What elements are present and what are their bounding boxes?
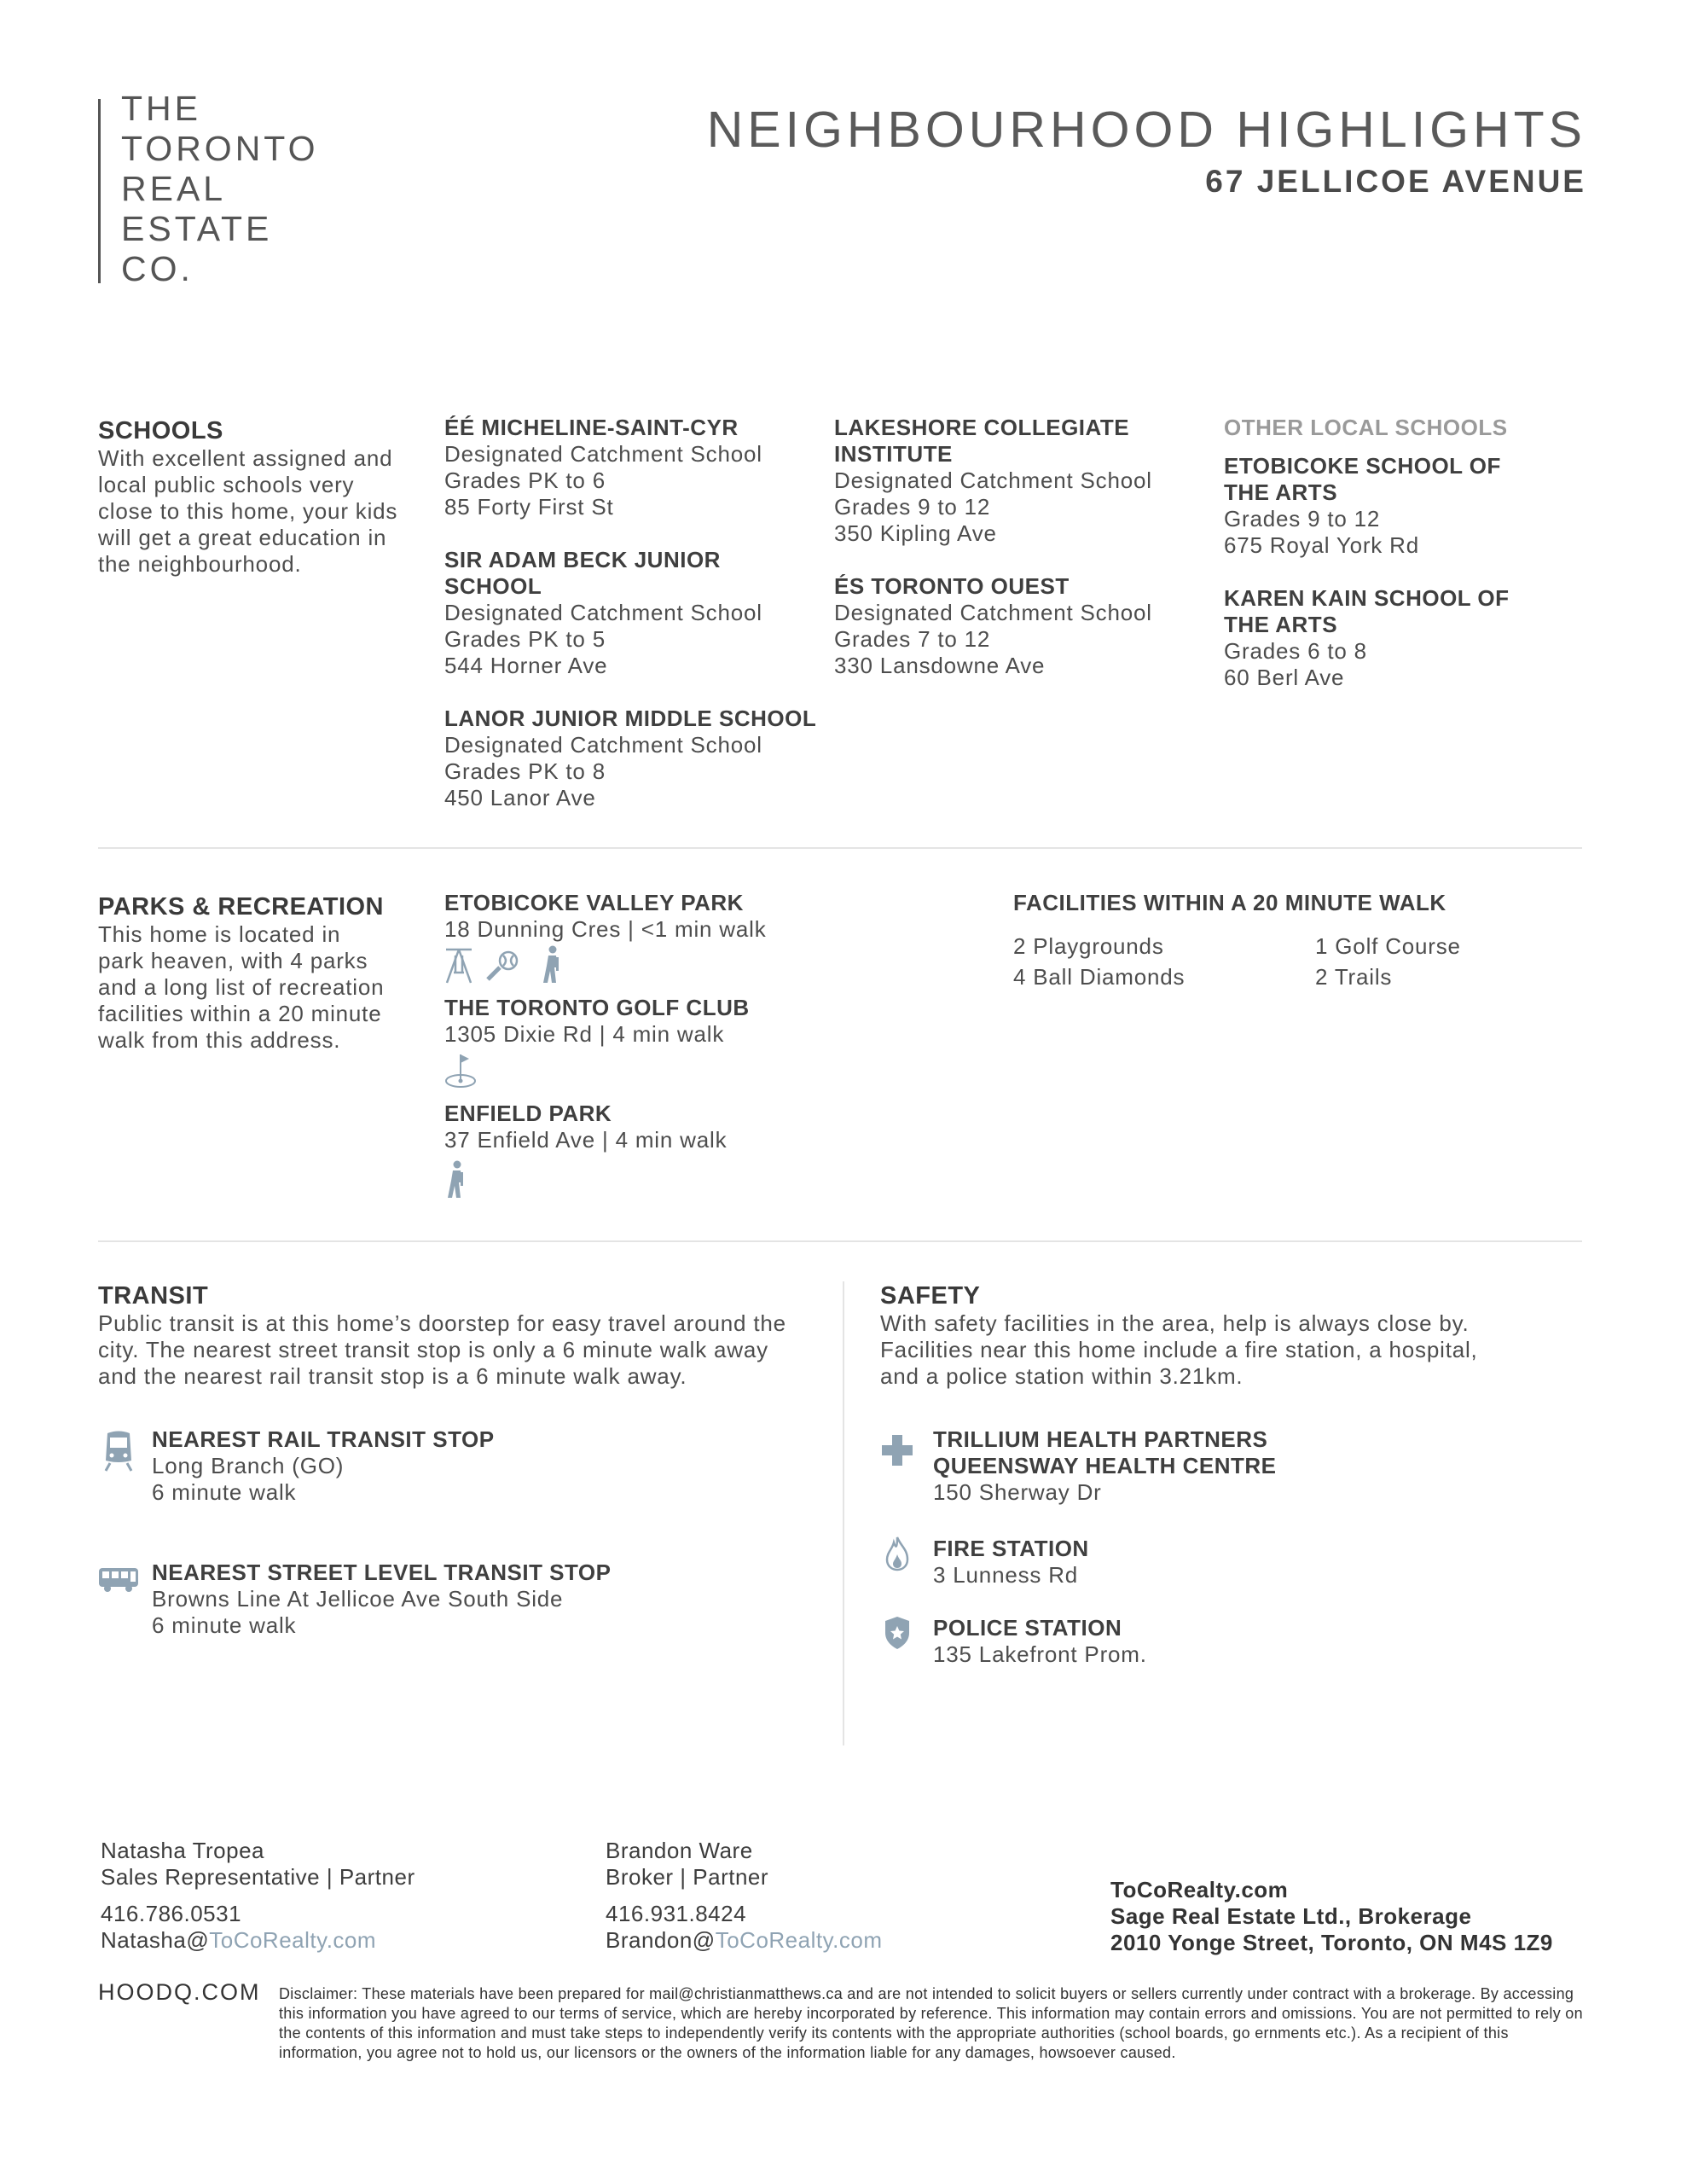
property-address: 67 JELLICOE AVENUE [1205,164,1586,199]
school-detail: 60 Berl Ave [1224,665,1345,690]
rail-stop-heading: NEAREST RAIL TRANSIT STOP [152,1426,495,1452]
fire-icon [885,1536,909,1571]
school-detail: 544 Horner Ave [444,653,608,678]
other-schools-heading: OTHER LOCAL SCHOOLS [1224,415,1508,440]
vertical-divider [843,1281,844,1745]
logo-line: ESTATE [121,209,273,248]
school-entry [834,573,1192,679]
school-entry [1224,585,1582,691]
brokerage-address: 2010 Yonge Street, Toronto, ON M4S 1Z9 [1110,1930,1553,1955]
school-entry [444,415,820,520]
parks-intro-line: park heaven, with 4 parks [98,948,368,973]
transit-intro-line: and the nearest rail transit stop is a 6 minute walk away. [98,1363,687,1389]
agent-name: Brandon Ware [606,1838,753,1863]
agent-title: Sales Representative | Partner [101,1864,415,1890]
school-detail: Designated Catchment School [834,468,1152,493]
hoodq-link[interactable]: HOODQ.COM [98,1979,261,2005]
logo-bar [98,99,101,283]
agent-2-block [606,1838,883,1954]
transit-intro-line: city. The nearest street transit stop is only a 6 minute walk away [98,1337,768,1362]
email-user: Natasha@ [101,1927,210,1953]
logo-line: TORONTO [121,129,319,168]
divider [98,847,1582,849]
logo-line: REAL [121,169,227,208]
safety-heading: SAFETY [880,1282,981,1310]
police-shield-icon [884,1616,911,1650]
facilities-block [1013,890,1593,916]
email-domain: ToCoRealty.com [715,1927,883,1953]
agent-title: Broker | Partner [606,1864,769,1890]
parks-heading: PARKS & RECREATION [98,893,384,921]
parks-intro-line: walk from this address. [98,1027,341,1053]
safety-intro-line: With safety facilities in the area, help is always close by. [880,1310,1470,1336]
email-user: Brandon@ [606,1927,716,1953]
school-entry [444,547,820,679]
park-name: THE TORONTO GOLF CLUB [444,995,750,1020]
schools-intro-line: local public schools very [98,472,355,497]
police-station-address: 135 Lakefront Prom. [933,1641,1147,1667]
street-stop-block [152,1560,800,1639]
police-station-block [933,1615,1581,1668]
playground-icon [443,947,474,985]
park-name: ENFIELD PARK [444,1101,612,1126]
park-entry [444,1101,922,1153]
school-detail: Grades PK to 5 [444,626,606,652]
school-detail: Grades 9 to 12 [1224,506,1381,531]
park-name: ETOBICOKE VALLEY PARK [444,890,744,915]
school-detail: Grades 6 to 8 [1224,638,1367,664]
brokerage-name: Sage Real Estate Ltd., Brokerage [1110,1903,1472,1929]
street-stop-heading: NEAREST STREET LEVEL TRANSIT STOP [152,1560,612,1585]
street-stop-detail: Browns Line At Jellicoe Ave South Side [152,1586,564,1612]
school-detail: 350 Kipling Ave [834,520,997,546]
transit-intro-line: Public transit is at this home’s doorstep for easy travel around the [98,1310,786,1336]
golf-icon [443,1051,478,1089]
baseball-icon [484,949,522,983]
park-detail: 18 Dunning Cres | <1 min walk [444,916,767,942]
hospital-name: TRILLIUM HEALTH PARTNERS [933,1426,1268,1452]
agent-email[interactable] [101,1927,415,1954]
school-detail: 85 Forty First St [444,494,614,520]
school-entry [444,706,820,811]
safety-intro-line: and a police station within 3.21km. [880,1363,1244,1389]
school-detail: Grades PK to 8 [444,758,606,784]
hiking-icon [443,1160,469,1199]
safety-intro-line: Facilities near this home include a fire station, a hospital, [880,1337,1478,1362]
facility-item: 2 Playgrounds [1013,933,1164,959]
school-entry [1224,453,1582,559]
school-detail: 450 Lanor Ave [444,785,596,810]
school-detail: Grades 7 to 12 [834,626,991,652]
safety-intro-block [880,1281,1580,1390]
fire-station-block [933,1536,1581,1589]
school-name: ÉÉ MICHELINE-SAINT-CYR [444,415,739,440]
school-name: INSTITUTE [834,441,953,467]
brokerage-block [1110,1877,1553,1956]
school-detail: Grades 9 to 12 [834,494,991,520]
agent-name: Natasha Tropea [101,1838,265,1863]
facilities-heading: FACILITIES WITHIN A 20 MINUTE WALK [1013,890,1446,915]
school-detail: Designated Catchment School [444,732,762,758]
schools-intro-line: close to this home, your kids [98,498,398,524]
agent-phone: 416.931.8424 [606,1901,747,1926]
transit-heading: TRANSIT [98,1282,209,1310]
agent-email[interactable] [606,1927,883,1954]
facility-item: 1 Golf Course [1315,933,1461,959]
divider [98,1240,1582,1242]
park-detail: 37 Enfield Ave | 4 min walk [444,1127,728,1153]
school-detail: Grades PK to 6 [444,468,606,493]
hospital-address: 150 Sherway Dr [933,1479,1102,1505]
school-name: LAKESHORE COLLEGIATE [834,415,1130,440]
school-name: ETOBICOKE SCHOOL OF [1224,453,1501,479]
school-entry [834,415,1192,547]
logo [121,89,319,289]
fire-station-name: FIRE STATION [933,1536,1089,1561]
hospital-name: QUEENSWAY HEALTH CENTRE [933,1453,1277,1478]
school-detail: Designated Catchment School [444,600,762,625]
train-icon [102,1430,135,1472]
schools-intro-line: the neighbourhood. [98,551,302,577]
school-detail: Designated Catchment School [444,441,762,467]
brokerage-site-link[interactable]: ToCoRealty.com [1110,1877,1289,1902]
school-detail: 675 Royal York Rd [1224,532,1419,558]
school-detail: Designated Catchment School [834,600,1152,625]
rail-stop-block [152,1426,800,1506]
schools-intro-line: will get a great education in [98,525,387,550]
parks-intro-line: and a long list of recreation [98,974,385,1000]
hospital-cross-icon [882,1435,913,1466]
street-stop-detail: 6 minute walk [152,1612,297,1638]
park-entry [444,995,922,1048]
school-name: ÉS TORONTO OUEST [834,573,1070,599]
schools-column-1 [444,415,820,811]
rail-stop-detail: 6 minute walk [152,1479,297,1505]
email-domain: ToCoRealty.com [209,1927,377,1953]
schools-column-3 [1224,415,1582,691]
page-title: NEIGHBOURHOOD HIGHLIGHTS [706,102,1586,158]
school-name: SIR ADAM BECK JUNIOR SCHOOL [444,547,721,599]
facility-item: 2 Trails [1315,964,1393,990]
parks-intro-line: This home is located in [98,921,341,947]
school-name: KAREN KAIN SCHOOL OF [1224,585,1510,611]
school-name: THE ARTS [1224,612,1338,637]
disclaimer: Disclaimer: These materials have been prepared for mail@christianmatthews.ca and are not intended to solicit buyers or sellers currently under contract with a brokerage. By accessing this information you have agreed to our terms of service, which are hereby incorporated by reference. This information may contain errors and omissions. You are not permitted to rely on the contents of this information and must take steps to independently verify its contents with the appropriate authorities (school boards, go ernments etc.). As a recipient of this information, you agree not to hold us, our licensors or the owners of the information liable for any damages, howsoever caused. [279,1985,1583,2061]
rail-stop-detail: Long Branch (GO) [152,1453,345,1478]
schools-heading: SCHOOLS [98,417,223,444]
schools-column-2 [834,415,1192,679]
park-detail: 1305 Dixie Rd | 4 min walk [444,1021,725,1047]
agent-1-block [101,1838,415,1954]
schools-intro-block [98,416,414,578]
hiking-icon [539,945,565,985]
bus-icon [98,1566,139,1594]
logo-line: CO. [121,249,194,288]
facility-item: 4 Ball Diamonds [1013,964,1186,990]
agent-phone: 416.786.0531 [101,1901,242,1926]
park-entry [444,890,922,943]
fire-station-address: 3 Lunness Rd [933,1562,1079,1588]
police-station-name: POLICE STATION [933,1615,1122,1641]
school-name: THE ARTS [1224,479,1338,505]
logo-line: THE [121,89,201,128]
parks-intro-line: facilities within a 20 minute [98,1001,382,1026]
hospital-block [933,1426,1581,1506]
transit-intro-block [98,1281,832,1390]
school-detail: 330 Lansdowne Ave [834,653,1046,678]
school-name: LANOR JUNIOR MIDDLE SCHOOL [444,706,817,731]
schools-intro-line: With excellent assigned and [98,445,393,471]
parks-intro-block [98,892,422,1054]
